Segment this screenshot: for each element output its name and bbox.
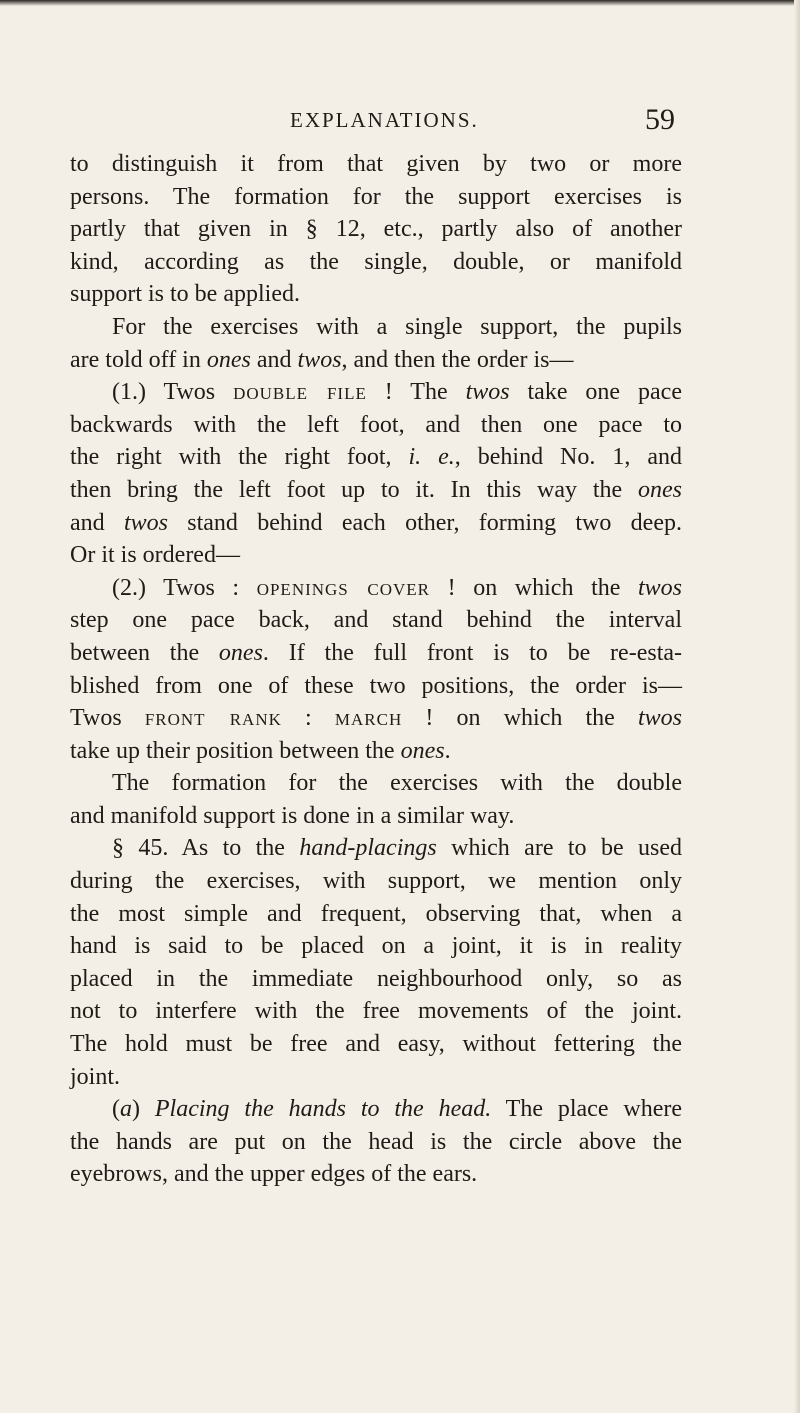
text-run: . bbox=[444, 737, 451, 764]
text-run: : bbox=[281, 705, 335, 732]
text-run: take up their position between the bbox=[70, 737, 401, 764]
italic-text: i. e. bbox=[408, 444, 455, 471]
small-caps-text: march bbox=[334, 705, 403, 732]
italic-text: twos bbox=[297, 346, 342, 373]
text-run: to distinguish it from that given by two or more bbox=[70, 151, 682, 177]
text-run: . If the full front is to be re-esta- bbox=[262, 639, 683, 666]
text-line bbox=[70, 148, 682, 181]
page-top-edge bbox=[0, 0, 800, 6]
text-run: between the bbox=[70, 639, 219, 666]
italic-text: ones bbox=[206, 346, 251, 373]
text-run: Twos bbox=[70, 705, 145, 732]
page-right-edge bbox=[794, 0, 800, 1413]
text-line bbox=[70, 963, 682, 996]
text-run: For the exercises with a single support, the pupils bbox=[112, 313, 682, 340]
text-line bbox=[70, 604, 682, 637]
text-line bbox=[70, 409, 682, 442]
text-line bbox=[70, 1028, 682, 1061]
text-run: (1.) Twos bbox=[112, 379, 234, 406]
text-run: , and then the order is— bbox=[341, 346, 574, 373]
text-line bbox=[70, 930, 682, 963]
text-line bbox=[70, 800, 682, 833]
text-run: The hold must be free and easy, without fettering the bbox=[70, 1031, 682, 1058]
text-run: kind, according as the single, double, or manifold bbox=[70, 248, 682, 275]
text-line bbox=[70, 1126, 682, 1159]
italic-text: Placing the hands to the head. bbox=[154, 1096, 492, 1123]
text-run: partly that given in § 12, etc., partly also of another bbox=[70, 216, 682, 243]
text-line bbox=[70, 246, 682, 279]
text-line bbox=[70, 767, 682, 800]
italic-text: twos bbox=[638, 705, 683, 732]
text-line bbox=[70, 995, 682, 1028]
text-line bbox=[70, 898, 682, 931]
text-run: § 45. As to the bbox=[112, 835, 300, 862]
text-line bbox=[70, 735, 682, 768]
text-run: during the exercises, with support, we mention only bbox=[70, 868, 682, 895]
text-line bbox=[70, 507, 682, 540]
text-line bbox=[70, 1158, 682, 1191]
text-run: (2.) Twos : bbox=[112, 574, 257, 601]
text-run: step one pace back, and stand behind the interval bbox=[70, 607, 682, 634]
text-line bbox=[70, 637, 682, 670]
text-run: The formation for the exercises with the double bbox=[112, 770, 682, 797]
italic-text: ones bbox=[638, 476, 682, 503]
small-caps-text: front rank bbox=[144, 705, 282, 732]
text-line bbox=[70, 181, 682, 214]
text-run: backwards with the left foot, and then one pace to bbox=[70, 411, 682, 438]
text-line bbox=[70, 865, 682, 898]
text-run: ! on which the bbox=[430, 574, 638, 601]
running-head: EXPLANATIONS. bbox=[290, 108, 479, 132]
text-run: and manifold support is done in a similar way. bbox=[70, 802, 515, 829]
text-line bbox=[70, 702, 682, 735]
text-run: hand is said to be placed on a joint, it is in reality bbox=[70, 933, 682, 960]
text-line bbox=[70, 670, 682, 703]
text-line bbox=[70, 539, 682, 572]
italic-text: twos bbox=[638, 574, 683, 601]
small-caps-text: openings cover bbox=[256, 574, 430, 601]
text-run: stand behind each other, forming two deep. bbox=[167, 509, 682, 536]
text-line bbox=[70, 572, 682, 605]
text-run: ! The bbox=[366, 379, 466, 406]
italic-text: hand-placings bbox=[299, 835, 437, 862]
text-run: ! on which the bbox=[402, 705, 638, 732]
italic-text: ones bbox=[218, 639, 263, 666]
text-line bbox=[70, 1093, 682, 1126]
text-run: , behind No. 1, and bbox=[454, 444, 682, 471]
text-run: eyebrows, and the upper edges of the ears. bbox=[70, 1161, 478, 1188]
text-run: placed in the immediate neighbourhood only, so as bbox=[70, 965, 682, 992]
text-run: blished from one of these two positions, the order is— bbox=[70, 672, 682, 699]
text-run: take one pace bbox=[509, 379, 682, 406]
text-run: joint. bbox=[70, 1063, 121, 1090]
text-run: and bbox=[70, 509, 124, 536]
text-run: ) bbox=[132, 1096, 155, 1123]
text-line bbox=[70, 311, 682, 344]
italic-text: twos bbox=[123, 509, 168, 536]
text-run: the most simple and frequent, observing that, when a bbox=[70, 900, 682, 927]
body-text bbox=[70, 148, 682, 1191]
text-run: ( bbox=[112, 1096, 120, 1123]
small-caps-text: double file bbox=[233, 379, 367, 406]
text-line bbox=[70, 213, 682, 246]
text-run: Or it is ordered— bbox=[70, 542, 240, 569]
italic-text: twos bbox=[465, 379, 510, 406]
text-run: not to interfere with the free movements of the joint. bbox=[70, 998, 682, 1025]
text-line bbox=[70, 441, 682, 474]
text-run: then bring the left foot up to it. In this way the bbox=[70, 476, 638, 503]
text-run: persons. The formation for the support exercises is bbox=[70, 183, 682, 210]
page-header bbox=[0, 103, 800, 148]
italic-text: ones bbox=[400, 737, 445, 764]
text-run: the right with the right foot, bbox=[70, 444, 409, 471]
text-line bbox=[70, 474, 682, 507]
text-line bbox=[70, 376, 682, 409]
italic-text: a bbox=[120, 1096, 132, 1123]
text-run: support is to be applied. bbox=[70, 281, 300, 308]
page-number: 59 bbox=[645, 103, 675, 136]
text-run: and bbox=[250, 346, 298, 373]
text-run: are told off in bbox=[70, 346, 207, 373]
text-line bbox=[70, 344, 682, 377]
text-line bbox=[70, 832, 682, 865]
text-run: The place where bbox=[491, 1096, 682, 1123]
text-run: the hands are put on the head is the circle above the bbox=[70, 1128, 682, 1155]
text-line bbox=[70, 278, 682, 311]
text-run: which are to be used bbox=[436, 835, 682, 862]
text-line bbox=[70, 1061, 682, 1094]
